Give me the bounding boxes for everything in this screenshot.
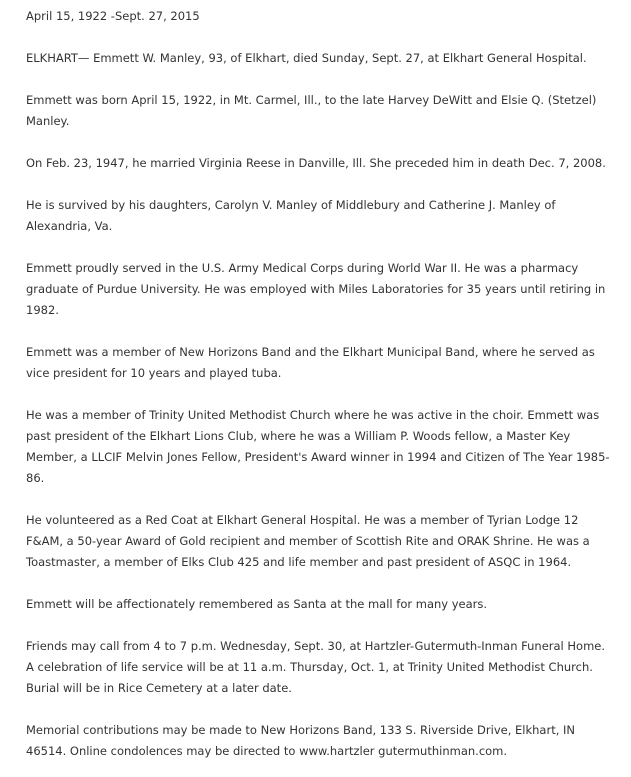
paragraph-survivors: He is survived by his daughters, Carolyn V. Manley of Middlebury and Catherine J. Manley of Alexandria, Va. [26,198,556,233]
paragraph-church-lions: He was a member of Trinity United Methodist Church where he was active in the choir. Emmett was past president of the Elkhart Lions Club, where he was a William P. Woods fellow, a Master Key Member, a LLCIF Melvin Jones Fellow, President's Award winner in 1994 and Citizen of The Year 1985-86. [26,408,610,485]
paragraph-memorials: Memorial contributions may be made to New Horizons Band, 133 S. Riverside Drive, Elkhart, IN 46514. Online condolences may be directed to www.hartzler gutermuthinman.com. [26,723,576,758]
paragraph-marriage: On Feb. 23, 1947, he married Virginia Reese in Danville, Ill. She preceded him in death Dec. 7, 2008. [26,156,606,170]
obituary-article [26,0,616,762]
paragraph-santa: Emmett will be affectionately remembered as Santa at the mall for many years. [26,597,488,611]
paragraph-birth: Emmett was born April 15, 1922, in Mt. Carmel, Ill., to the late Harvey DeWitt and Elsie Q. (Stetzel) Manley. [26,93,597,128]
paragraph-death-notice: ELKHART— Emmett W. Manley, 93, of Elkhart, died Sunday, Sept. 27, at Elkhart General Hospital. [26,51,587,65]
life-dates: April 15, 1922 -Sept. 27, 2015 [26,9,200,23]
paragraph-career: Emmett proudly served in the U.S. Army Medical Corps during World War II. He was a pharmacy graduate of Purdue University. He was employed with Miles Laboratories for 35 years until retiring in 1982. [26,261,606,317]
paragraph-volunteer: He volunteered as a Red Coat at Elkhart General Hospital. He was a member of Tyrian Lodge 12 F&AM, a 50-year Award of Gold recipient and member of Scottish Rite and ORAK Shrine. He was a Toastmaster, a member of Elks Club 425 and life member and past president of ASQC in 1964. [26,513,590,569]
paragraph-bands: Emmett was a member of New Horizons Band and the Elkhart Municipal Band, where he served as vice president for 10 years and played tuba. [26,345,595,380]
paragraph-services: Friends may call from 4 to 7 p.m. Wednesday, Sept. 30, at Hartzler-Gutermuth-Inman Funeral Home. A celebration of life service will be at 11 a.m. Thursday, Oct. 1, at Trinity United Methodist Church. Burial will be in Rice Cemetery at a later date. [26,639,606,695]
